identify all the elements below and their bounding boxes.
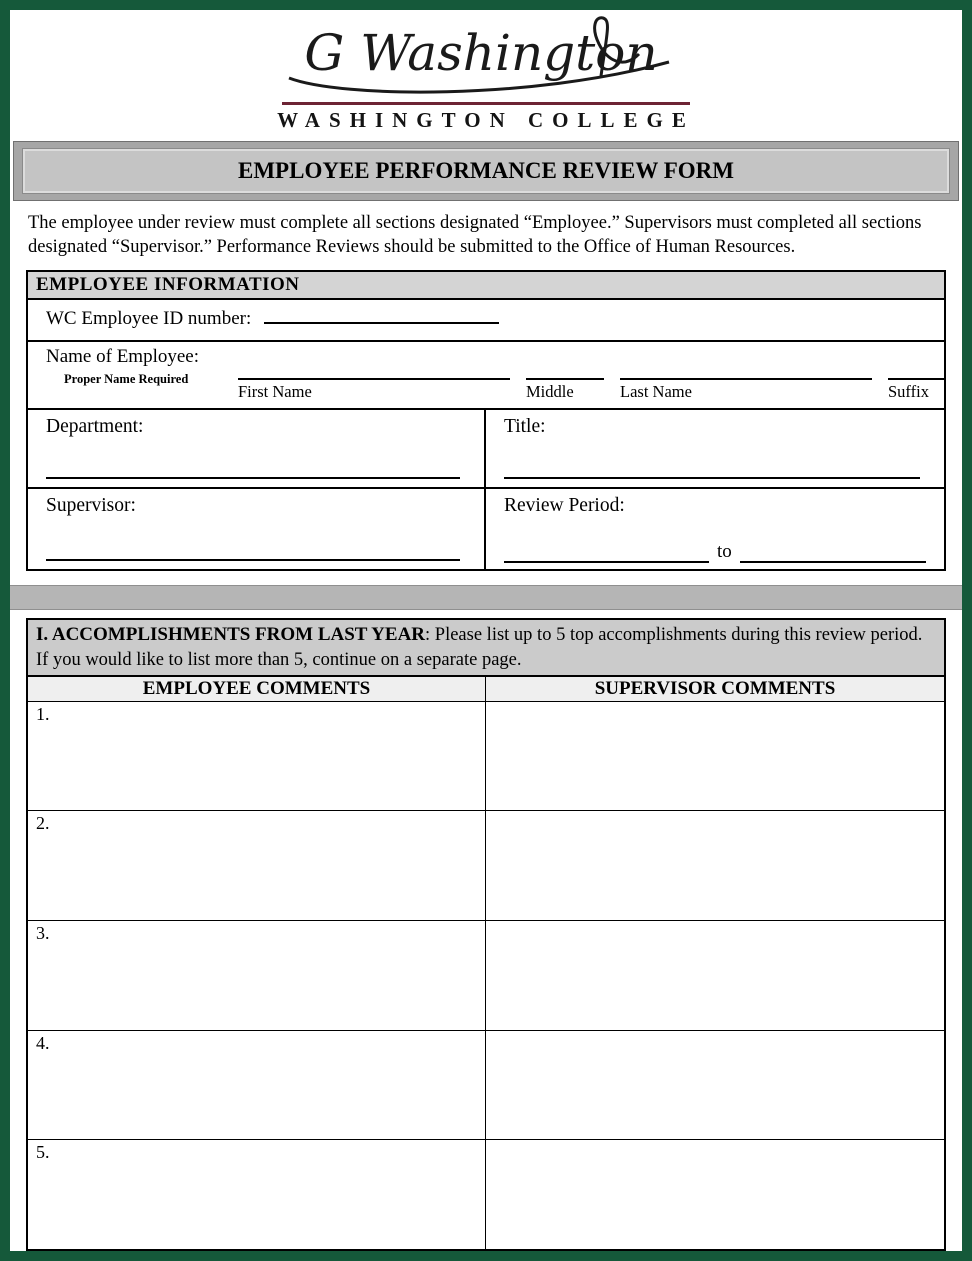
title-label: Title: — [504, 415, 546, 437]
proper-name-note: Proper Name Required — [64, 371, 189, 386]
title-banner — [13, 141, 959, 201]
supervisor-comment-cell-3[interactable] — [486, 921, 944, 1030]
employee-info-header: EMPLOYEE INFORMATION — [28, 272, 944, 300]
section-divider-band — [10, 585, 962, 610]
comments-row-4 — [28, 1031, 944, 1141]
suffix-field[interactable] — [888, 354, 946, 380]
employee-id-row — [28, 300, 944, 342]
employee-comment-cell-2[interactable]: 2. — [28, 811, 486, 920]
washington-signature — [271, 14, 701, 102]
supervisor-comment-cell-2[interactable] — [486, 811, 944, 920]
department-label: Department: — [46, 415, 144, 437]
review-start-field[interactable] — [504, 545, 709, 563]
first-name-field[interactable] — [238, 354, 510, 380]
employee-comment-cell-5[interactable]: 5. — [28, 1140, 486, 1249]
comments-row-1 — [28, 702, 944, 812]
employee-id-field[interactable] — [264, 308, 499, 324]
department-field[interactable] — [46, 477, 460, 479]
logo-rule — [282, 102, 690, 105]
comments-row-2 — [28, 811, 944, 921]
department-title-row — [28, 410, 944, 489]
supervisor-review-row — [28, 489, 944, 569]
to-label: to — [717, 540, 732, 562]
employee-comment-cell-4[interactable]: 4. — [28, 1031, 486, 1140]
employee-comment-cell-3[interactable]: 3. — [28, 921, 486, 1030]
college-logo — [10, 10, 962, 133]
employee-name-row — [28, 342, 944, 410]
middle-name-label: Middle — [526, 381, 574, 401]
review-period-label: Review Period: — [504, 494, 625, 516]
supervisor-comment-cell-1[interactable] — [486, 702, 944, 811]
review-end-field[interactable] — [740, 545, 926, 563]
svg-text:G Washington: G Washington — [304, 24, 658, 82]
page-title: EMPLOYEE PERFORMANCE REVIEW FORM — [23, 149, 949, 193]
name-of-employee-label: Name of Employee: — [46, 345, 200, 367]
college-name: WASHINGTON COLLEGE — [277, 108, 695, 132]
supervisor-label: Supervisor: — [46, 494, 136, 516]
intro-text: The employee under review must complete all sections designated “Employee.” Supervisors must completed all sections designated “Supervisor.” Performance Reviews should be submitted to the Office of Human Resources. — [28, 213, 922, 258]
supervisor-comment-cell-4[interactable] — [486, 1031, 944, 1140]
employee-id-label: WC Employee ID number: — [46, 307, 252, 329]
accomplishments-header — [26, 618, 946, 675]
employee-info-section — [26, 270, 946, 571]
employee-comment-cell-1[interactable]: 1. — [28, 702, 486, 811]
suffix-label: Suffix — [888, 381, 929, 401]
employee-comments-header: EMPLOYEE COMMENTS — [28, 677, 486, 701]
comments-table — [26, 675, 946, 1251]
accomplishments-header-desc: : Please list up to 5 top accomplishments during this review period. If you would like to list more than 5, continue on a separate page. — [36, 624, 923, 670]
first-name-label: First Name — [238, 381, 312, 401]
supervisor-field[interactable] — [46, 559, 460, 561]
accomplishments-header-title: I. ACCOMPLISHMENTS FROM LAST YEAR — [36, 623, 426, 645]
supervisor-comments-header: SUPERVISOR COMMENTS — [594, 677, 836, 699]
comments-row-5 — [28, 1140, 944, 1249]
middle-name-field[interactable] — [526, 354, 604, 380]
comments-row-3 — [28, 921, 944, 1031]
last-name-field[interactable] — [620, 354, 872, 380]
title-field[interactable] — [504, 477, 920, 479]
supervisor-comment-cell-5[interactable] — [486, 1140, 944, 1249]
last-name-label: Last Name — [620, 381, 692, 401]
comments-table-header — [28, 677, 944, 702]
